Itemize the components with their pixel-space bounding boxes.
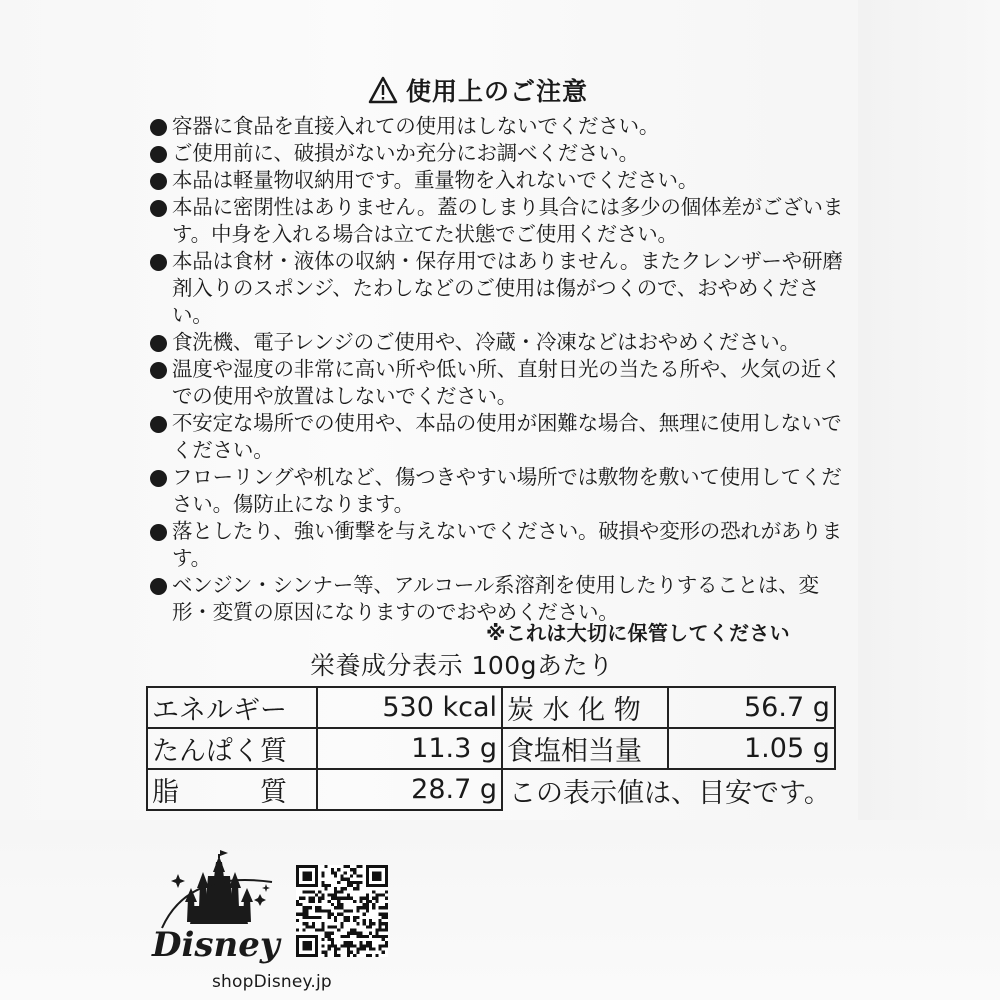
bullet-dot-icon [150, 470, 167, 487]
disney-logo [148, 848, 288, 968]
caution-item [148, 518, 858, 572]
bullet-dot-icon [150, 173, 167, 190]
caution-text: 不安定な場所での使用や、本品の使用が困難な場合、無理に使用しないでください。 [172, 411, 842, 462]
bullet-dot-icon [150, 200, 167, 217]
nutrition-title: 栄養成分表示 100gあたり [310, 651, 614, 680]
caution-item [148, 167, 858, 194]
caution-item [148, 329, 858, 356]
caution-text: ご使用前に、破損がないか充分にお調べください。 [172, 141, 639, 165]
caution-item [148, 248, 858, 329]
bullet-dot-icon [150, 119, 167, 136]
nutrient-value: 11.3 g [317, 728, 502, 769]
nutrient-value: 28.7 g [317, 769, 502, 810]
nutrient-label: たんぱく質 [147, 728, 317, 769]
caution-text: ベンジン・シンナー等、アルコール系溶剤を使用したりすることは、変形・変質の原因になりますのでおやめください。 [172, 573, 819, 624]
caution-item [148, 140, 858, 167]
qr-code[interactable] [296, 865, 388, 957]
bullet-dot-icon [150, 362, 167, 379]
nutrient-label: エネルギー [147, 687, 317, 728]
bullet-dot-icon [150, 578, 167, 595]
caution-title: 使用上のご注意 [406, 77, 589, 106]
caution-text: 本品は軽量物収納用です。重量物を入れないでください。 [172, 168, 699, 192]
table-row [147, 687, 835, 728]
table-row [147, 769, 835, 810]
bullet-dot-icon [150, 254, 167, 271]
nutrient-label: 脂 質 [147, 769, 317, 810]
table-note: この表示値は、目安です。 [509, 777, 831, 809]
bullet-dot-icon [150, 524, 167, 541]
shop-url[interactable]: shopDisney.jp [212, 972, 332, 992]
warning-triangle-icon [368, 76, 398, 104]
caution-text: 容器に食品を直接入れての使用はしないでください。 [172, 114, 660, 138]
caution-text: 本品に密閉性はありません。蓋のしまり具合には多少の個体差がございます。中身を入れる場合は立てた状態でご使用ください。 [172, 195, 844, 246]
bullet-dot-icon [150, 146, 167, 163]
caution-text: 食洗機、電子レンジのご使用や、冷蔵・冷凍などはおやめください。 [172, 330, 800, 354]
nutrient-value: 1.05 g [668, 728, 834, 769]
caution-item [148, 194, 858, 248]
caution-heading [368, 70, 588, 110]
nutrient-value: 56.7 g [668, 687, 834, 728]
caution-text: フローリングや机など、傷つきやすい場所では敷物を敷いて使用してください。傷防止になります。 [172, 465, 842, 516]
nutrition-table [146, 686, 836, 811]
nutrient-label: 食塩相当量 [502, 728, 668, 769]
caution-text: 温度や湿度の非常に高い所や低い所、直射日光の当たる所や、火気の近くでの使用や放置はしないでください。 [172, 357, 842, 408]
caution-item [148, 113, 858, 140]
nutrient-value: 530 kcal [317, 687, 502, 728]
caution-text: 本品は食材・液体の収納・保存用ではありません。またクレンザーや研磨剤入りのスポンジ、たわしなどのご使用は傷がつくので、おやめください。 [172, 249, 843, 327]
caution-item [148, 464, 858, 518]
disney-wordmark: Disney [152, 925, 280, 965]
caution-text: 落としたり、強い衝撃を与えないでください。破損や変形の恐れがあります。 [172, 519, 842, 570]
caution-item [148, 356, 858, 410]
caution-item [148, 410, 858, 464]
bullet-dot-icon [150, 335, 167, 352]
table-row [147, 728, 835, 769]
caution-list [148, 113, 858, 626]
keep-notice: ※これは大切に保管してください [486, 621, 790, 645]
nutrient-label: 炭 水 化 物 [502, 687, 668, 728]
bullet-dot-icon [150, 416, 167, 433]
